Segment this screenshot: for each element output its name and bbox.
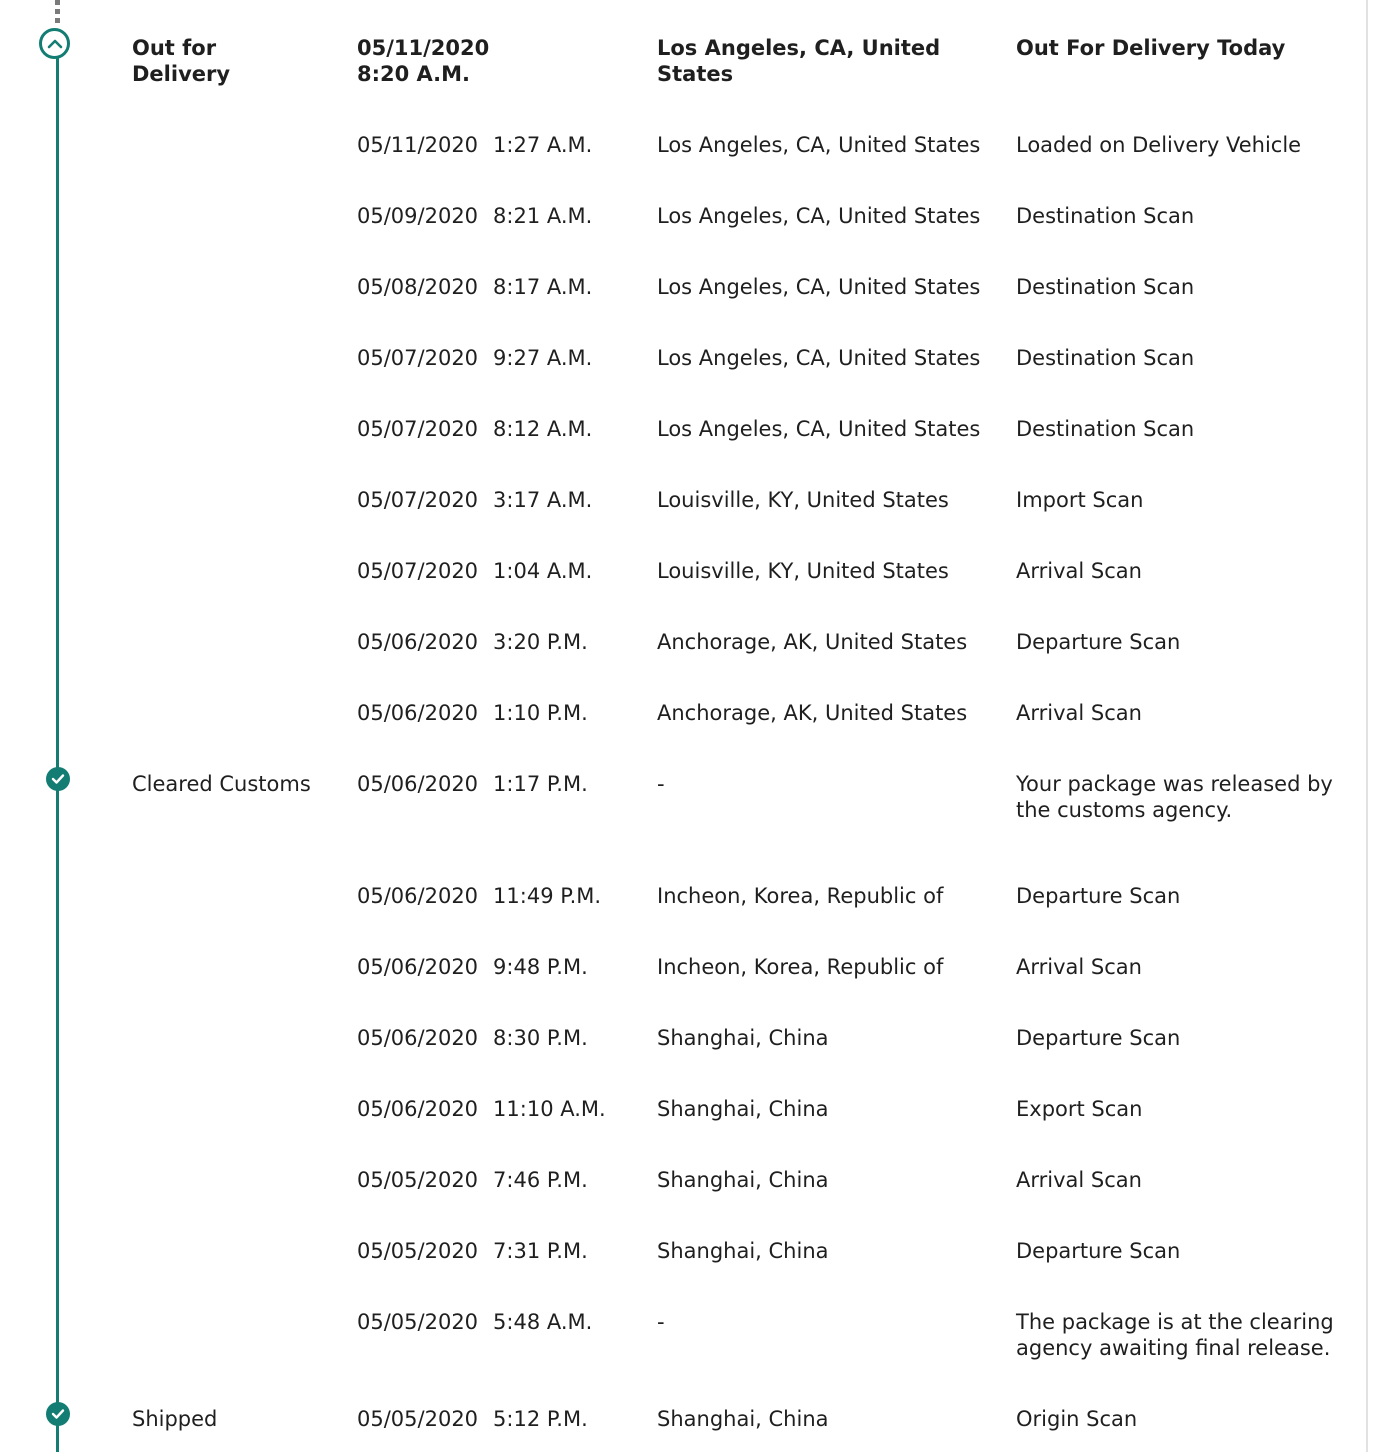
chevron-up-icon [47, 38, 63, 50]
event-date: 05/09/2020 [357, 204, 479, 228]
event-location: Shanghai, China [657, 1097, 829, 1121]
event-datetime [357, 345, 637, 371]
event-date: 05/07/2020 [357, 488, 479, 512]
event-date: 05/07/2020 [357, 346, 479, 370]
event-time: 5:12 P.M. [493, 1407, 588, 1431]
event-time: 7:46 P.M. [493, 1168, 588, 1192]
milestone-complete-marker [46, 1402, 70, 1426]
event-date: 05/06/2020 [357, 701, 479, 725]
event-activity: Arrival Scan [1016, 955, 1142, 979]
event-datetime [357, 1025, 637, 1051]
event-datetime [357, 558, 637, 584]
event-time: 8:12 A.M. [493, 417, 593, 441]
event-time: 3:20 P.M. [493, 630, 588, 654]
event-location: Anchorage, AK, United States [657, 630, 968, 654]
event-time: 1:04 A.M. [493, 559, 593, 583]
event-activity: Departure Scan [1016, 1026, 1181, 1050]
event-datetime [357, 274, 637, 300]
event-location: Los Angeles, CA, United States [657, 204, 981, 228]
event-time: 5:48 A.M. [493, 1310, 593, 1334]
event-activity: Arrival Scan [1016, 701, 1142, 725]
event-activity: Destination Scan [1016, 204, 1195, 228]
event-datetime [357, 416, 637, 442]
milestone-status: Shipped [132, 1407, 218, 1431]
event-activity: Arrival Scan [1016, 559, 1142, 583]
event-time: 8:20 A.M. [357, 62, 471, 86]
check-icon [51, 1408, 65, 1420]
timeline-line [56, 788, 59, 1404]
event-activity: Import Scan [1016, 488, 1144, 512]
event-datetime [357, 954, 637, 980]
timeline-line [56, 58, 59, 768]
event-date: 05/05/2020 [357, 1407, 479, 1431]
event-date: 05/06/2020 [357, 1097, 479, 1121]
event-time: 8:17 A.M. [493, 275, 593, 299]
event-location: Shanghai, China [657, 1407, 829, 1431]
event-location: Los Angeles, CA, United States [657, 275, 981, 299]
event-location: Louisville, KY, United States [657, 559, 949, 583]
event-datetime [357, 1309, 637, 1335]
event-datetime [357, 700, 637, 726]
event-location: Incheon, Korea, Republic of [657, 884, 944, 908]
event-date: 05/08/2020 [357, 275, 479, 299]
event-time: 7:31 P.M. [493, 1239, 588, 1263]
event-date: 05/11/2020 [357, 133, 479, 157]
milestone-status: Out for Delivery [132, 36, 231, 86]
event-location: Los Angeles, CA, United States [657, 133, 981, 157]
event-date: 05/11/2020 [357, 36, 490, 60]
event-activity: Loaded on Delivery Vehicle [1016, 133, 1302, 157]
event-date: 05/07/2020 [357, 559, 479, 583]
event-activity: Departure Scan [1016, 884, 1181, 908]
event-location: Los Angeles, CA, United States [657, 346, 981, 370]
event-location: Los Angeles, CA, United States [657, 417, 981, 441]
event-activity: Destination Scan [1016, 275, 1195, 299]
event-datetime [357, 35, 637, 87]
event-date: 05/05/2020 [357, 1310, 479, 1334]
event-date: 05/06/2020 [357, 955, 479, 979]
event-time: 11:10 A.M. [493, 1097, 606, 1121]
event-activity: Destination Scan [1016, 417, 1195, 441]
event-datetime [357, 1096, 637, 1122]
event-activity: Departure Scan [1016, 630, 1181, 654]
check-icon [51, 773, 65, 785]
event-date: 05/06/2020 [357, 772, 479, 796]
event-activity: Your package was released by the customs agency. [1016, 772, 1333, 822]
event-time: 1:27 A.M. [493, 133, 593, 157]
event-activity: Export Scan [1016, 1097, 1143, 1121]
event-location: - [657, 1310, 665, 1334]
collapse-milestone-button[interactable] [39, 28, 70, 59]
event-location: Shanghai, China [657, 1168, 829, 1192]
timeline-continuation-dots [55, 0, 60, 26]
event-datetime [357, 1238, 637, 1264]
event-date: 05/05/2020 [357, 1168, 479, 1192]
event-datetime [357, 883, 637, 909]
event-datetime [357, 203, 637, 229]
milestone-complete-marker [46, 767, 70, 791]
event-time: 11:49 P.M. [493, 884, 602, 908]
event-activity: Out For Delivery Today [1016, 36, 1286, 60]
event-activity: The package is at the clearing agency awaiting final release. [1016, 1310, 1334, 1360]
event-datetime [357, 629, 637, 655]
event-activity: Origin Scan [1016, 1407, 1138, 1431]
event-location: Shanghai, China [657, 1026, 829, 1050]
event-datetime [357, 1167, 637, 1193]
event-location: - [657, 772, 665, 796]
event-datetime [357, 771, 637, 797]
event-time: 8:30 P.M. [493, 1026, 588, 1050]
event-location: Incheon, Korea, Republic of [657, 955, 944, 979]
event-location: Louisville, KY, United States [657, 488, 949, 512]
event-time: 1:17 P.M. [493, 772, 588, 796]
event-time: 9:48 P.M. [493, 955, 588, 979]
milestone-status: Cleared Customs [132, 772, 311, 796]
event-location: Anchorage, AK, United States [657, 701, 968, 725]
event-time: 3:17 A.M. [493, 488, 593, 512]
event-date: 05/06/2020 [357, 630, 479, 654]
event-activity: Departure Scan [1016, 1239, 1181, 1263]
event-datetime [357, 1406, 637, 1432]
event-date: 05/06/2020 [357, 1026, 479, 1050]
event-date: 05/07/2020 [357, 417, 479, 441]
divider [1366, 0, 1368, 1452]
event-activity: Destination Scan [1016, 346, 1195, 370]
event-datetime [357, 132, 637, 158]
timeline-line [56, 1424, 59, 1452]
event-location: Shanghai, China [657, 1239, 829, 1263]
event-date: 05/06/2020 [357, 884, 479, 908]
event-activity: Arrival Scan [1016, 1168, 1142, 1192]
event-datetime [357, 487, 637, 513]
event-time: 8:21 A.M. [493, 204, 593, 228]
event-location: Los Angeles, CA, United States [657, 36, 941, 86]
event-date: 05/05/2020 [357, 1239, 479, 1263]
event-time: 9:27 A.M. [493, 346, 593, 370]
event-time: 1:10 P.M. [493, 701, 588, 725]
